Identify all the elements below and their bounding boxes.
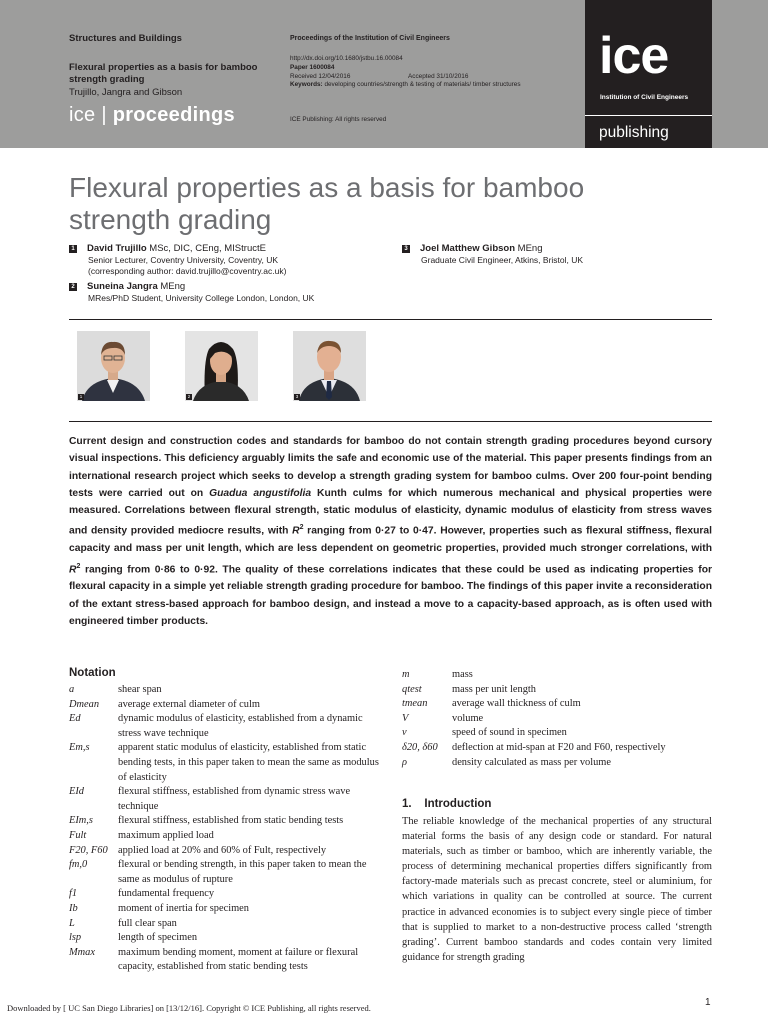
notation-item [69, 887, 381, 902]
brand-ice: ice [69, 104, 96, 126]
r-squared-symbol: R [292, 525, 300, 537]
notation-list-left [69, 683, 381, 975]
notation-item [402, 683, 712, 698]
r-squared-exponent: 2 [76, 562, 81, 570]
author-1 [69, 243, 286, 277]
notation-symbol: δ20, δ60 [402, 741, 438, 753]
notation-item [69, 844, 381, 859]
notation-symbol: lsp [69, 932, 82, 944]
notation-symbol: tmean [402, 698, 428, 710]
notation-symbol: f1 [69, 888, 78, 900]
brand-proceedings: proceedings [112, 104, 235, 126]
notation-description: deflection at mid-span at F20 and F60, respectively [452, 741, 666, 753]
notation-item [69, 698, 381, 713]
notation-symbol: Fult [69, 829, 87, 841]
notation-symbol: v [402, 727, 407, 739]
divider-bottom [69, 421, 712, 422]
article-title: Flexural properties as a basis for bamboo strength grading [69, 172, 585, 235]
paper-number: Paper 1600084 [290, 63, 335, 71]
author-photo-2 [185, 331, 258, 401]
notation-symbol: ρ [402, 756, 407, 768]
ice-proceedings-brand [69, 104, 235, 127]
r-squared-symbol: R [69, 563, 77, 575]
notation-description: density calculated as mass per volume [452, 756, 611, 768]
notation-description: moment of inertia for specimen [118, 902, 249, 914]
author-number-badge: 3 [402, 245, 410, 253]
notation-symbol: qtest [402, 683, 422, 695]
notation-item [69, 785, 381, 814]
notation-item [69, 829, 381, 844]
author-number-badge: 2 [69, 283, 77, 291]
notation-description: length of specimen [118, 932, 198, 944]
notation-item [69, 931, 381, 946]
notation-description: dynamic modulus of elasticity, established from a dynamic stress wave technique [118, 713, 363, 739]
notation-description: full clear span [118, 917, 177, 929]
notation-item [402, 712, 712, 727]
abstract [69, 433, 712, 630]
download-footer: Downloaded by [ UC San Diego Libraries] on [13/12/16]. Copyright © ICE Publishing, all rights reserved. [7, 1003, 371, 1013]
introduction-text: The reliable knowledge of the mechanical properties of any structural material forms the basis of any design code or standard. For natural materials, such as timber or bamboo, which are inherently variable, the process of determining mechanical properties differs significantly from factory-made materials such as precast concrete, steel or aluminium, for which variations in quality can be controlled at source. The current practice in advanced economies is to subject every single piece of timber that is supplied to market to a non-destructive process called ‘strength grading’. Current bamboo standards and codes contain very limited guidance for strength grading [402, 816, 712, 963]
author-number-badge: 1 [69, 245, 77, 253]
r-squared-exponent: 2 [299, 524, 304, 532]
notation-symbol: EIm,s [69, 815, 93, 827]
notation-description: maximum applied load [118, 829, 214, 841]
received-date: Received 12/04/2016 [290, 72, 351, 80]
notation-item [69, 917, 381, 932]
notation-description: flexural stiffness, established from dynamic stress wave technique [118, 786, 351, 812]
notation-description: mass [452, 669, 473, 680]
logo-divider [585, 115, 712, 116]
keywords-text: developing countries/strength & testing of materials/ timber structures [322, 81, 521, 89]
author-name: David Trujillo [87, 243, 147, 254]
author-2 [69, 281, 314, 304]
notation-item [402, 741, 712, 756]
author-qualifications: MEng [515, 243, 543, 254]
notation-symbol: L [69, 917, 75, 929]
author-name: Suneina Jangra [87, 281, 158, 292]
notation-symbol: Mmax [69, 946, 95, 958]
notation-description: average wall thickness of culm [452, 698, 581, 710]
notation-heading: Notation [69, 667, 116, 679]
running-title: Flexural properties as a basis for bamboo strength grading [69, 62, 258, 85]
species-name: Guadua angustifolia [209, 487, 312, 499]
notation-description: speed of sound in specimen [452, 727, 567, 739]
author-photo-1 [77, 331, 150, 401]
notation-item [69, 741, 381, 785]
portrait-image [293, 331, 366, 401]
abstract-text: Current design and construction codes and standards for bamboo do not contain strength grading procedures beyond cursory visual inspections. This deficiency arguably limits the safe and economic use of the material. This paper presents findings from an international research project which seeks to develop a strength grading system for bamboo culms. Over 200 four-point bending tests were carried out on [69, 436, 712, 499]
page-number: 1 [705, 997, 711, 1008]
notation-item [69, 858, 381, 887]
notation-item [69, 712, 381, 741]
notation-item [402, 697, 712, 712]
notation-description: average external diameter of culm [118, 698, 260, 710]
photo-number-badge: 3 [295, 394, 299, 399]
journal-name: Proceedings of the Institution of Civil Engineers [290, 35, 450, 42]
author-affiliation: Graduate Civil Engineer, Atkins, Bristol, UK [421, 255, 584, 265]
abstract-text: Kunth culms for which numerous mechanical and physical properties were measured. Correlations between flexural strength, static modulus of elasticity, dynamic modulus of elasticity from stress waves and density provided mediocre results, with [69, 487, 712, 537]
abstract-text: ranging from 0·86 to 0·92. The quality of these correlations indicates that these could be used as indicating properties for flexural capacity in a simple yet reliable strength grading procedure for bamboo. The findings of this paper invite a reconsideration of the extant stress-based approach for bamboo design, and instead a move to a capacity-based approach, as is often used with engineered timber products. [69, 563, 712, 627]
portrait-image [77, 331, 150, 401]
notation-symbol: V [402, 712, 409, 724]
notation-description: volume [452, 712, 484, 724]
journal-header-band [0, 0, 768, 148]
notation-description: mass per unit length [452, 683, 536, 695]
keywords [290, 81, 530, 90]
notation-symbol: Em,s [69, 742, 90, 754]
corresponding-author-email[interactable]: (corresponding author: david.trujillo@coventry.ac.uk) [88, 266, 287, 276]
notation-symbol: m [402, 669, 410, 680]
author-photo-3 [293, 331, 366, 401]
article-metadata [290, 55, 530, 90]
logo-ice-text: ice [599, 27, 669, 85]
notation-item [69, 814, 381, 829]
logo-institution-text: Institution of Civil Engineers [600, 94, 689, 101]
ice-publishing-logo [585, 0, 712, 148]
accepted-date: Accepted 31/10/2016 [408, 72, 469, 80]
section-name: Structures and Buildings [69, 33, 182, 44]
notation-symbol: Ib [69, 902, 78, 914]
notation-item [69, 902, 381, 917]
notation-symbol: fm,0 [69, 859, 88, 871]
notation-symbol: EId [69, 786, 85, 798]
introduction-heading: 1. Introduction [402, 798, 492, 810]
notation-item [402, 668, 712, 683]
notation-description: flexural or bending strength, in this paper taken to mean the same as modulus of rupture [118, 859, 367, 885]
notation-description: applied load at 20% and 60% of Fult, respectively [118, 844, 327, 856]
notation-description: apparent static modulus of elasticity, established from static bending tests, in this paper taken to mean the same as modulus of elasticity [118, 742, 379, 783]
notation-item [69, 683, 381, 698]
notation-list-right [402, 668, 712, 770]
divider-top [69, 319, 712, 320]
author-qualifications: MSc, DIC, CEng, MIStructE [146, 243, 266, 254]
abstract-text: ranging from 0·27 to 0·47. However, properties such as flexural stiffness, flexural capacity and mass per unit length, which are less dependent on geometric properties, provided much stronger correlations, with [69, 525, 712, 555]
author-qualifications: MEng [157, 281, 186, 292]
notation-symbol: a [69, 684, 75, 695]
running-authors: Trujillo, Jangra and Gibson [69, 87, 183, 98]
notation-item [69, 946, 381, 975]
notation-item [402, 726, 712, 741]
author-name: Joel Matthew Gibson [420, 243, 516, 254]
notation-description: flexural stiffness, established from static bending tests [118, 815, 344, 827]
dates-row [290, 73, 530, 82]
notation-symbol: Dmean [69, 698, 100, 710]
keywords-label: Keywords: [290, 81, 323, 89]
doi-link[interactable]: http://dx.doi.org/10.1680/jstbu.16.00084 [290, 55, 403, 62]
notation-item [402, 756, 712, 771]
notation-description: shear span [118, 684, 162, 695]
portrait-image [185, 331, 258, 401]
rights-statement: ICE Publishing: All rights reserved [290, 116, 387, 123]
notation-description: maximum bending moment, moment at failure or flexural capacity, established from static bending tests [118, 946, 359, 973]
notation-symbol: F20, F60 [69, 844, 108, 856]
photo-number-badge: 1 [79, 394, 83, 399]
author-affiliation: MRes/PhD Student, University College London, London, UK [88, 293, 315, 303]
photo-number-badge: 2 [187, 394, 191, 399]
logo-publishing-text: publishing [599, 124, 669, 141]
author-affiliation: Senior Lecturer, Coventry University, Coventry, UK [88, 255, 279, 265]
notation-description: fundamental frequency [118, 888, 215, 900]
author-3 [402, 243, 583, 266]
brand-separator: | [101, 104, 107, 126]
notation-symbol: Ed [69, 713, 81, 725]
